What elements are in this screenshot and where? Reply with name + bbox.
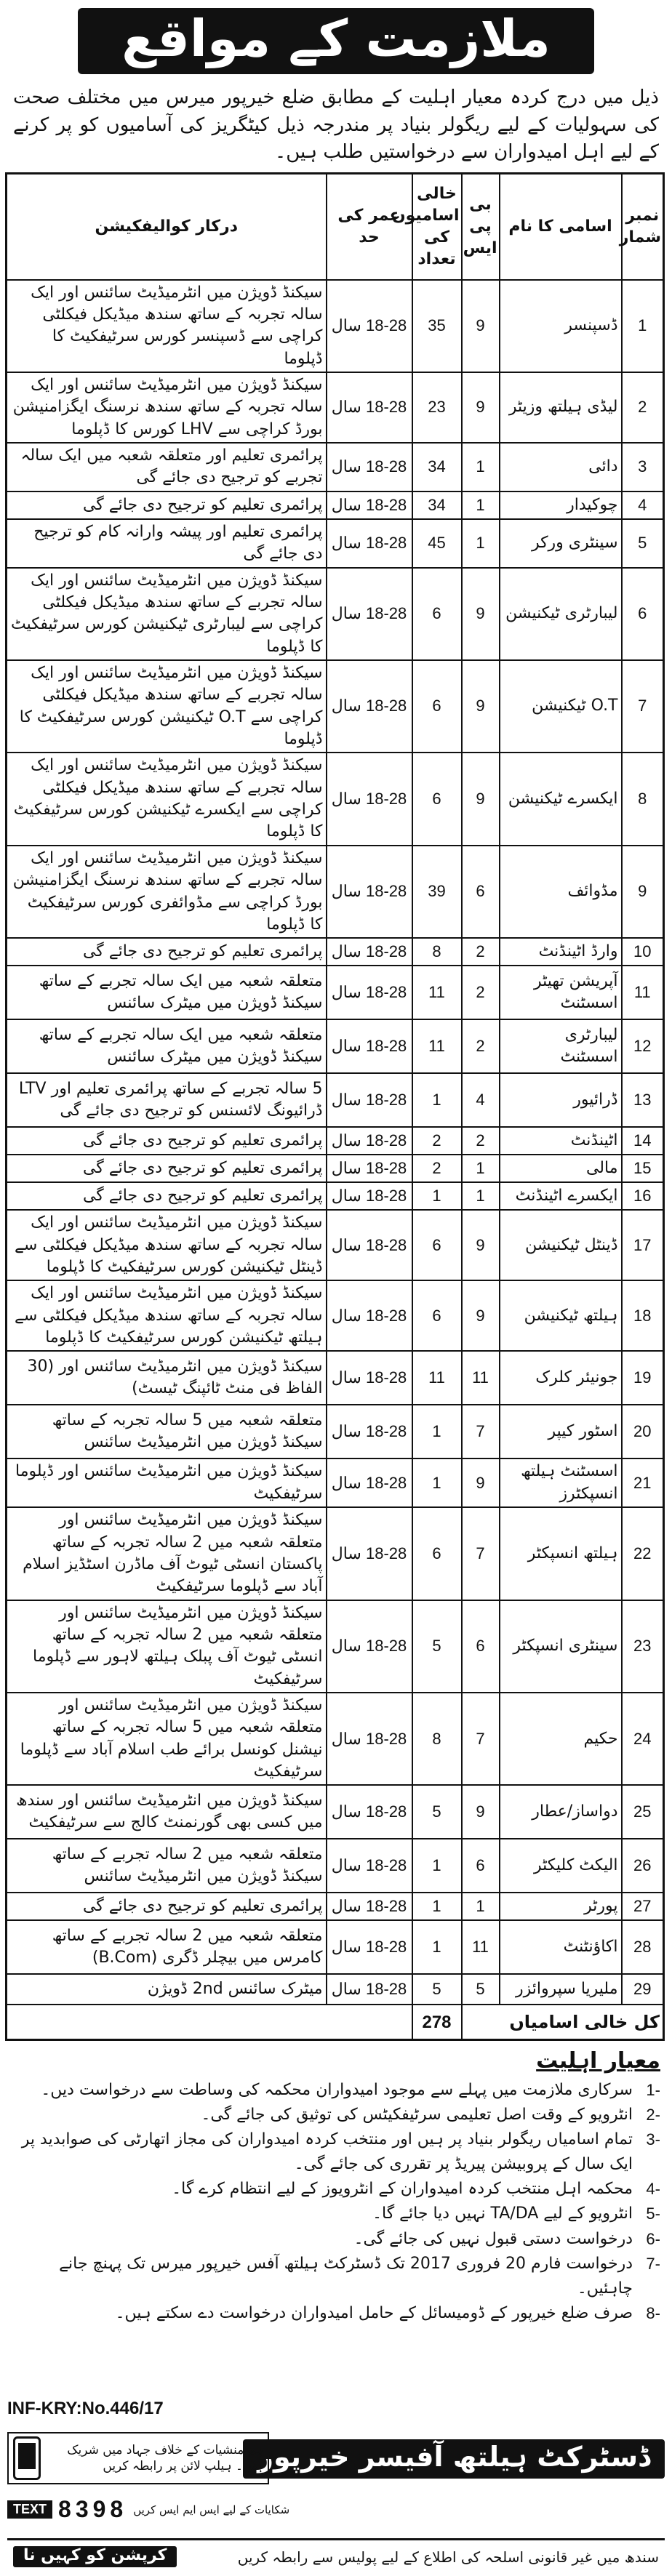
row-bps: 9 xyxy=(462,660,500,753)
bottom-strip xyxy=(7,2538,665,2573)
row-bps: 2 xyxy=(462,1127,500,1155)
row-vacancy-count: 6 xyxy=(412,660,462,753)
row-bps: 11 xyxy=(462,1920,500,1974)
header-band xyxy=(7,0,665,81)
row-vacancy-count: 34 xyxy=(412,491,462,519)
table-body xyxy=(7,280,664,2005)
row-vacancy-count: 2 xyxy=(412,1127,462,1155)
row-bps: 1 xyxy=(462,1155,500,1182)
row-post-name: اسسٹنٹ ہیلتھ انسپکٹرز xyxy=(500,1458,622,1507)
reference-number: INF-KRY:No.446/17 xyxy=(7,2399,164,2418)
row-qualification: سیکنڈ ڈویژن میں انٹرمیڈیٹ سائنس اور ایک سالہ تجربے کے ساتھ سندھ میڈیکل فیکلٹی کراچی سے ایکسرے ٹیکنیشن کورس سرٹیفکیٹ کا ڈپلوما xyxy=(7,753,327,845)
table-row xyxy=(7,1182,664,1210)
row-age-limit: 18-28 سال xyxy=(327,1351,412,1405)
row-age-limit: 18-28 سال xyxy=(327,1155,412,1182)
row-number: 3 xyxy=(622,443,664,491)
table-row xyxy=(7,1893,664,1920)
table-row xyxy=(7,1019,664,1073)
header-post: اسامی کا نام xyxy=(500,174,622,280)
row-number: 16 xyxy=(622,1182,664,1210)
row-bps: 1 xyxy=(462,1182,500,1210)
row-bps: 9 xyxy=(462,280,500,372)
row-qualification: سیکنڈ ڈویژن میں انٹرمیڈیٹ سائنس اور ایک سالہ تجربے کے ساتھ سندھ نرسنگ ایگزامنیشن بورڈ کراچی سے مڈوائفری کورس سرٹیفکیٹ کا ڈپلوما xyxy=(7,846,327,938)
row-number: 14 xyxy=(622,1127,664,1155)
row-age-limit: 18-28 سال xyxy=(327,1839,412,1893)
eligibility-list xyxy=(12,2078,660,2326)
eligibility-title: معیار اہلیت xyxy=(536,2047,660,2074)
row-bps: 2 xyxy=(462,966,500,1019)
row-bps: 9 xyxy=(462,1280,500,1351)
row-bps: 9 xyxy=(462,1210,500,1280)
eligibility-item xyxy=(12,2177,660,2202)
row-vacancy-count: 5 xyxy=(412,1785,462,1839)
table-row xyxy=(7,372,664,443)
page-title: ملازمت کے مواقع xyxy=(78,8,594,74)
row-qualification: سیکنڈ ڈویژن میں انٹرمیڈیٹ سائنس اور ڈپلوما سرٹیفکیٹ xyxy=(7,1458,327,1507)
row-bps: 1 xyxy=(462,443,500,491)
row-number: 28 xyxy=(622,1920,664,1974)
row-bps: 5 xyxy=(462,1974,500,2005)
row-age-limit: 18-28 سال xyxy=(327,1127,412,1155)
row-bps: 9 xyxy=(462,1785,500,1839)
row-number: 7 xyxy=(622,660,664,753)
row-post-name: ڈینٹل ٹیکنیشن xyxy=(500,1210,622,1280)
eligibility-item xyxy=(12,2103,660,2127)
row-bps: 11 xyxy=(462,1351,500,1405)
table-row xyxy=(7,1127,664,1155)
table-row xyxy=(7,1785,664,1839)
row-post-name: ایکسرے ٹیکنیشن xyxy=(500,753,622,845)
eligibility-item xyxy=(12,2078,660,2103)
row-number: 20 xyxy=(622,1405,664,1458)
hotline-text: ہم منشیات کے خلاف جہاد میں شریک ہیں۔ ہیلپ لائن پر رابطہ کریں xyxy=(67,2442,263,2473)
row-vacancy-count: 5 xyxy=(412,1974,462,2005)
row-vacancy-count: 1 xyxy=(412,1182,462,1210)
eligibility-item-text: درخواست فارم 20 فروری 2017 تک ڈسٹرکٹ ہیلتھ آفس خیرپور میرس تک پہنچ جانے چاہئیں۔ xyxy=(59,2254,633,2298)
row-age-limit: 18-28 سال xyxy=(327,660,412,753)
row-number: 23 xyxy=(622,1600,664,1693)
table-row xyxy=(7,491,664,519)
row-post-name: دواساز/عطار xyxy=(500,1785,622,1839)
row-number: 18 xyxy=(622,1280,664,1351)
row-vacancy-count: 2 xyxy=(412,1155,462,1182)
eligibility-item xyxy=(12,2202,660,2226)
row-vacancy-count: 8 xyxy=(412,1693,462,1785)
header-qual: درکار کوالیفکیشن xyxy=(7,174,327,280)
eligibility-item-text: سرکاری ملازمت میں پہلے سے موجود امیدواران محکمہ کی وساطت سے درخواست دیں۔ xyxy=(41,2080,633,2099)
sms-number: 8398 xyxy=(58,2496,128,2522)
table-row xyxy=(7,1920,664,1974)
row-bps: 1 xyxy=(462,1893,500,1920)
row-post-name: لیبارٹری اسسٹنٹ xyxy=(500,1019,622,1073)
row-vacancy-count: 1 xyxy=(412,1405,462,1458)
row-post-name: اٹینڈنٹ xyxy=(500,1127,622,1155)
row-vacancy-count: 1 xyxy=(412,1458,462,1507)
eligibility-item-text: تمام اسامیاں ریگولر بنیاد پر ہیں اور منتخب کردہ امیدواران کی مجاز اتھارٹی کی صوابدید پر ایک سال کے پروبیشن پیریڈ پر تقرری کی جائے گی۔ xyxy=(21,2130,633,2174)
row-qualification: متعلقہ شعبہ میں 2 سالہ تجربے کے ساتھ سیکنڈ ڈویژن میں انٹرمیڈیٹ سائنس xyxy=(7,1839,327,1893)
row-qualification: سیکنڈ ڈویژن میں انٹرمیڈیٹ سائنس اور متعلقہ شعبہ میں 2 سالہ تجربہ کے ساتھ انسٹی ٹیوٹ آف پبلک ہیلتھ لاہور سے ڈپلوما سرٹیفکیٹ xyxy=(7,1600,327,1693)
row-post-name: سینٹری انسپکٹر xyxy=(500,1600,622,1693)
row-vacancy-count: 6 xyxy=(412,1210,462,1280)
row-age-limit: 18-28 سال xyxy=(327,1280,412,1351)
row-age-limit: 18-28 سال xyxy=(327,1600,412,1693)
row-bps: 9 xyxy=(462,568,500,660)
table-header-row xyxy=(7,174,664,280)
table-row xyxy=(7,660,664,753)
header-count: خالی اسامیوں کی تعداد xyxy=(412,174,462,280)
row-age-limit: 18-28 سال xyxy=(327,1693,412,1785)
row-post-name: اسٹور کیپر xyxy=(500,1405,622,1458)
row-qualification: پرائمری تعلیم کو ترجیح دی جائے گی xyxy=(7,1127,327,1155)
row-post-name: ہیلتھ ٹیکنیشن xyxy=(500,1280,622,1351)
row-post-name: الیکٹ کلیکٹر xyxy=(500,1839,622,1893)
table-row xyxy=(7,1693,664,1785)
row-age-limit: 18-28 سال xyxy=(327,846,412,938)
row-vacancy-count: 6 xyxy=(412,1507,462,1600)
table-row xyxy=(7,1600,664,1693)
table-row xyxy=(7,1210,664,1280)
row-number: 27 xyxy=(622,1893,664,1920)
row-age-limit: 18-28 سال xyxy=(327,1458,412,1507)
row-qualification: پرائمری تعلیم کو ترجیح دی جائے گی xyxy=(7,1182,327,1210)
row-post-name: O.T ٹیکنیشن xyxy=(500,660,622,753)
eligibility-item xyxy=(12,2252,660,2301)
row-age-limit: 18-28 سال xyxy=(327,1785,412,1839)
eligibility-item-number: -2 xyxy=(646,2106,660,2124)
row-number: 24 xyxy=(622,1693,664,1785)
intro-paragraph: ذیل میں درج کردہ معیار اہلیت کے مطابق ضلع خیرپور میرس میں مختلف صحت کی سہولیات کے لیے ریگولر بنیاد پر مندرجہ ذیل کیٹگریز کی آسامیوں کو پر کرنے کے لیے اہل امیدواران سے درخواستیں طلب ہیں۔ xyxy=(13,87,659,164)
sms-note: شکایات کے لیے ایس ایم ایس کریں xyxy=(133,2503,290,2516)
eligibility-item xyxy=(12,2227,660,2252)
row-qualification: متعلقہ شعبہ میں 2 سالہ تجربے کے ساتھ کامرس میں بیچلر ڈگری (B.Com) xyxy=(7,1920,327,1974)
row-number: 29 xyxy=(622,1974,664,2005)
row-qualification: 5 سالہ تجربے کے ساتھ پرائمری تعلیم اور LTV ڈرائیونگ لائسنس کو ترجیح دی جائے گی xyxy=(7,1073,327,1127)
row-post-name: حکیم xyxy=(500,1693,622,1785)
row-age-limit: 18-28 سال xyxy=(327,1893,412,1920)
eligibility-item-text: انٹرویو کے لیے TA/DA نہیں دیا جائے گا۔ xyxy=(372,2204,633,2223)
eligibility-item-number: -4 xyxy=(646,2180,660,2199)
eligibility-item xyxy=(12,2301,660,2326)
row-post-name: دائی xyxy=(500,443,622,491)
row-bps: 6 xyxy=(462,1839,500,1893)
total-value: 278 xyxy=(412,2005,462,2039)
eligibility-item-text: انٹرویو کے وقت اصل تعلیمی سرٹیفکیٹس کی توثیق کی جائے گی۔ xyxy=(201,2106,633,2124)
row-vacancy-count: 11 xyxy=(412,1019,462,1073)
eligibility-item xyxy=(12,2127,660,2177)
row-bps: 9 xyxy=(462,1458,500,1507)
row-post-name: لیڈی ہیلتھ وزیٹر xyxy=(500,372,622,443)
row-number: 8 xyxy=(622,753,664,845)
row-post-name: اکاؤنٹنٹ xyxy=(500,1920,622,1974)
row-age-limit: 18-28 سال xyxy=(327,280,412,372)
row-qualification: سیکنڈ ڈویژن میں انٹرمیڈیٹ سائنس اور متعلقہ شعبہ میں 2 سالہ تجربہ کے ساتھ پاکستان انسٹی ٹیوٹ آف ماڈرن اسٹڈیز اسلام آباد سے ڈپلوما سرٹیفکیٹ xyxy=(7,1507,327,1600)
row-post-name: لیبارٹری ٹیکنیشن xyxy=(500,568,622,660)
row-age-limit: 18-28 سال xyxy=(327,372,412,443)
row-age-limit: 18-28 سال xyxy=(327,1073,412,1127)
row-vacancy-count: 1 xyxy=(412,1920,462,1974)
table-row xyxy=(7,443,664,491)
table-row xyxy=(7,1155,664,1182)
row-age-limit: 18-28 سال xyxy=(327,443,412,491)
row-bps: 4 xyxy=(462,1073,500,1127)
row-vacancy-count: 1 xyxy=(412,1073,462,1127)
row-number: 25 xyxy=(622,1785,664,1839)
row-post-name: چوکیدار xyxy=(500,491,622,519)
row-post-name: ڈرائیور xyxy=(500,1073,622,1127)
row-age-limit: 18-28 سال xyxy=(327,1974,412,2005)
row-number: 15 xyxy=(622,1155,664,1182)
table-row xyxy=(7,1974,664,2005)
row-vacancy-count: 5 xyxy=(412,1600,462,1693)
row-qualification: پرائمری تعلیم کو ترجیح دی جائے گی xyxy=(7,491,327,519)
row-qualification: متعلقہ شعبہ میں ایک سالہ تجربے کے ساتھ سیکنڈ ڈویژن میں میٹرک سائنس xyxy=(7,966,327,1019)
table-row xyxy=(7,1405,664,1458)
row-vacancy-count: 8 xyxy=(412,938,462,966)
row-age-limit: 18-28 سال xyxy=(327,966,412,1019)
table-row xyxy=(7,938,664,966)
sms-row xyxy=(7,2496,289,2523)
table-row xyxy=(7,568,664,660)
row-number: 19 xyxy=(622,1351,664,1405)
row-number: 21 xyxy=(622,1458,664,1507)
row-number: 26 xyxy=(622,1839,664,1893)
row-qualification: متعلقہ شعبہ میں 5 سالہ تجربہ کے ساتھ سیکنڈ ڈویژن میں انٹرمیڈیٹ سائنس xyxy=(7,1405,327,1458)
total-row xyxy=(7,2005,664,2039)
row-vacancy-count: 35 xyxy=(412,280,462,372)
row-age-limit: 18-28 سال xyxy=(327,1507,412,1600)
row-bps: 7 xyxy=(462,1507,500,1600)
row-vacancy-count: 11 xyxy=(412,966,462,1019)
row-vacancy-count: 11 xyxy=(412,1351,462,1405)
row-qualification: میٹرک سائنس 2nd ڈویژن xyxy=(7,1974,327,2005)
eligibility-item-number: -6 xyxy=(646,2229,660,2248)
row-vacancy-count: 1 xyxy=(412,1893,462,1920)
eligibility-item-text: محکمہ اہل منتخب کردہ امیدواران کے انٹرویوز کے لیے انتظام کرے گا۔ xyxy=(172,2180,633,2199)
strip-right-text: سندھ میں غیر قانونی اسلحہ کی اطلاع کے لیے پولیس سے رابطہ کریں xyxy=(237,2548,659,2566)
row-bps: 6 xyxy=(462,846,500,938)
row-qualification: پرائمری تعلیم کو ترجیح دی جائے گی xyxy=(7,938,327,966)
row-age-limit: 18-28 سال xyxy=(327,938,412,966)
row-post-name: ڈسپنسر xyxy=(500,280,622,372)
row-post-name: ایکسرے اٹینڈنٹ xyxy=(500,1182,622,1210)
eligibility-item-number: -8 xyxy=(646,2303,660,2322)
table-row xyxy=(7,966,664,1019)
row-number: 11 xyxy=(622,966,664,1019)
header-num: نمبر شمار xyxy=(622,174,664,280)
row-post-name: مالی xyxy=(500,1155,622,1182)
row-qualification: سیکنڈ ڈویژن میں انٹرمیڈیٹ سائنس اور متعلقہ شعبہ میں 5 سالہ تجربہ کے ساتھ نیشنل کونسل برائے طب اسلام آباد سے ڈپلوما سرٹیفکیٹ xyxy=(7,1693,327,1785)
row-qualification: متعلقہ شعبہ میں ایک سالہ تجربے کے ساتھ سیکنڈ ڈویژن میں میٹرک سائنس xyxy=(7,1019,327,1073)
row-qualification: سیکنڈ ڈویژن میں انٹرمیڈیٹ سائنس اور ایک سالہ تجربے کے ساتھ سندھ میڈیکل فیکلٹی کراچی سے لیبارٹری ٹیکنیشن کورس سرٹیفکیٹ کا ڈپلوما xyxy=(7,568,327,660)
row-age-limit: 18-28 سال xyxy=(327,1405,412,1458)
eligibility-item-number: -7 xyxy=(646,2254,660,2273)
row-qualification: پرائمری تعلیم اور متعلقہ شعبہ میں ایک سالہ تجربے کو ترجیح دی جائے گی xyxy=(7,443,327,491)
row-qualification: سیکنڈ ڈویژن میں انٹرمیڈیٹ سائنس اور ایک سالہ تجربہ کے ساتھ سندھ نرسنگ ایگزامنیشن بورڈ کراچی سے LHV کورس کا ڈپلوما xyxy=(7,372,327,443)
row-bps: 1 xyxy=(462,519,500,568)
row-age-limit: 18-28 سال xyxy=(327,1920,412,1974)
row-age-limit: 18-28 سال xyxy=(327,519,412,568)
row-bps: 9 xyxy=(462,753,500,845)
row-qualification: سیکنڈ ڈویژن میں انٹرمیڈیٹ سائنس اور (30 الفاظ فی منٹ ٹائپنگ ٹیسٹ) xyxy=(7,1351,327,1405)
row-bps: 9 xyxy=(462,372,500,443)
row-post-name: سینٹری ورکر xyxy=(500,519,622,568)
eligibility-item-text: درخواست دستی قبول نہیں کی جائے گی۔ xyxy=(353,2229,633,2248)
phone-icon xyxy=(13,2436,41,2480)
table-row xyxy=(7,1351,664,1405)
row-vacancy-count: 39 xyxy=(412,846,462,938)
table-row xyxy=(7,753,664,845)
row-post-name: آپریشن تھیٹر اسسٹنٹ xyxy=(500,966,622,1019)
row-qualification: سیکنڈ ڈویژن میں انٹرمیڈیٹ سائنس اور ایک سالہ تجربہ کے ساتھ سندھ میڈیکل فیکلٹی کراچی سے ڈسپنسر کورس سرٹیفکیٹ کا ڈپلوما xyxy=(7,280,327,372)
row-age-limit: 18-28 سال xyxy=(327,1019,412,1073)
row-qualification: پرائمری تعلیم کو ترجیح دی جائے گی xyxy=(7,1155,327,1182)
row-bps: 6 xyxy=(462,1600,500,1693)
table-row xyxy=(7,1458,664,1507)
row-age-limit: 18-28 سال xyxy=(327,1210,412,1280)
row-qualification: پرائمری تعلیم کو ترجیح دی جائے گی xyxy=(7,1893,327,1920)
row-age-limit: 18-28 سال xyxy=(327,1182,412,1210)
hotline-box xyxy=(7,2432,269,2484)
table-row xyxy=(7,846,664,938)
row-bps: 1 xyxy=(462,491,500,519)
row-vacancy-count: 6 xyxy=(412,1280,462,1351)
table-row xyxy=(7,1280,664,1351)
table-row xyxy=(7,1839,664,1893)
row-age-limit: 18-28 سال xyxy=(327,753,412,845)
row-age-limit: 18-28 سال xyxy=(327,568,412,660)
row-number: 12 xyxy=(622,1019,664,1073)
table-row xyxy=(7,1507,664,1600)
row-qualification: پرائمری تعلیم اور پیشہ وارانہ کام کو ترجیح دی جائے گی xyxy=(7,519,327,568)
row-post-name: مڈوائف xyxy=(500,846,622,938)
row-vacancy-count: 6 xyxy=(412,753,462,845)
row-bps: 2 xyxy=(462,1019,500,1073)
row-vacancy-count: 23 xyxy=(412,372,462,443)
row-number: 1 xyxy=(622,280,664,372)
row-qualification: سیکنڈ ڈویژن میں انٹرمیڈیٹ سائنس اور ایک سالہ تجربہ کے ساتھ سندھ میڈیکل فیکلٹی سے ہیلتھ ٹیکنیشن کورس سرٹیفکیٹ کا ڈپلوما xyxy=(7,1280,327,1351)
row-bps: 7 xyxy=(462,1693,500,1785)
row-number: 10 xyxy=(622,938,664,966)
eligibility-section xyxy=(7,2048,665,2326)
row-number: 17 xyxy=(622,1210,664,1280)
row-number: 6 xyxy=(622,568,664,660)
row-number: 22 xyxy=(622,1507,664,1600)
eligibility-item-text: صرف ضلع خیرپور کے ڈومیسائل کے حامل امیدواران درخواست دے سکتے ہیں۔ xyxy=(115,2303,633,2322)
row-age-limit: 18-28 سال xyxy=(327,491,412,519)
row-bps: 7 xyxy=(462,1405,500,1458)
row-number: 4 xyxy=(622,491,664,519)
header-age: عمر کی حد xyxy=(327,174,412,280)
eligibility-item-number: -5 xyxy=(646,2204,660,2223)
total-empty xyxy=(7,2005,412,2039)
header-bps: بی پی ایس xyxy=(462,174,500,280)
row-vacancy-count: 45 xyxy=(412,519,462,568)
row-post-name: پورٹر xyxy=(500,1893,622,1920)
footer xyxy=(7,2399,665,2573)
vacancy-table xyxy=(5,172,665,2041)
eligibility-item-number: -1 xyxy=(646,2080,660,2099)
row-number: 9 xyxy=(622,846,664,938)
officer-title: ڈسٹرکٹ ہیلتھ آفیسر خیرپور xyxy=(243,2439,665,2479)
row-post-name: ہیلتھ انسپکٹر xyxy=(500,1507,622,1600)
row-number: 2 xyxy=(622,372,664,443)
table-row xyxy=(7,280,664,372)
row-number: 13 xyxy=(622,1073,664,1127)
row-qualification: سیکنڈ ڈویژن میں انٹرمیڈیٹ سائنس اور ایک سالہ تجربہ کے ساتھ سندھ میڈیکل فیکلٹی سے ڈینٹل ٹیکنیشن کورس سرٹیفکیٹ کا ڈپلوما xyxy=(7,1210,327,1280)
row-bps: 2 xyxy=(462,938,500,966)
row-qualification: سیکنڈ ڈویژن میں انٹرمیڈیٹ سائنس اور سندھ میں کسی بھی گورنمنٹ کالج سے سرٹیفکیٹ xyxy=(7,1785,327,1839)
row-number: 5 xyxy=(622,519,664,568)
row-post-name: ملیریا سپروائزر xyxy=(500,1974,622,2005)
row-post-name: وارڈ اٹینڈنٹ xyxy=(500,938,622,966)
total-label: کل خالی اسامیاں xyxy=(462,2005,664,2039)
sms-badge: TEXT xyxy=(7,2500,52,2519)
table-row xyxy=(7,1073,664,1127)
eligibility-item-number: -3 xyxy=(646,2130,660,2149)
row-vacancy-count: 1 xyxy=(412,1839,462,1893)
row-vacancy-count: 6 xyxy=(412,568,462,660)
row-post-name: جونیئر کلرک xyxy=(500,1351,622,1405)
table-row xyxy=(7,519,664,568)
row-vacancy-count: 34 xyxy=(412,443,462,491)
row-qualification: سیکنڈ ڈویژن میں انٹرمیڈیٹ سائنس اور ایک سالہ تجربے کے ساتھ سندھ میڈیکل فیکلٹی کراچی سے O.T ٹیکنیشن کورس سرٹیفکیٹ کا ڈپلوما xyxy=(7,660,327,753)
strip-left-slogan: کرپشن کو کہیں نا xyxy=(13,2546,177,2567)
